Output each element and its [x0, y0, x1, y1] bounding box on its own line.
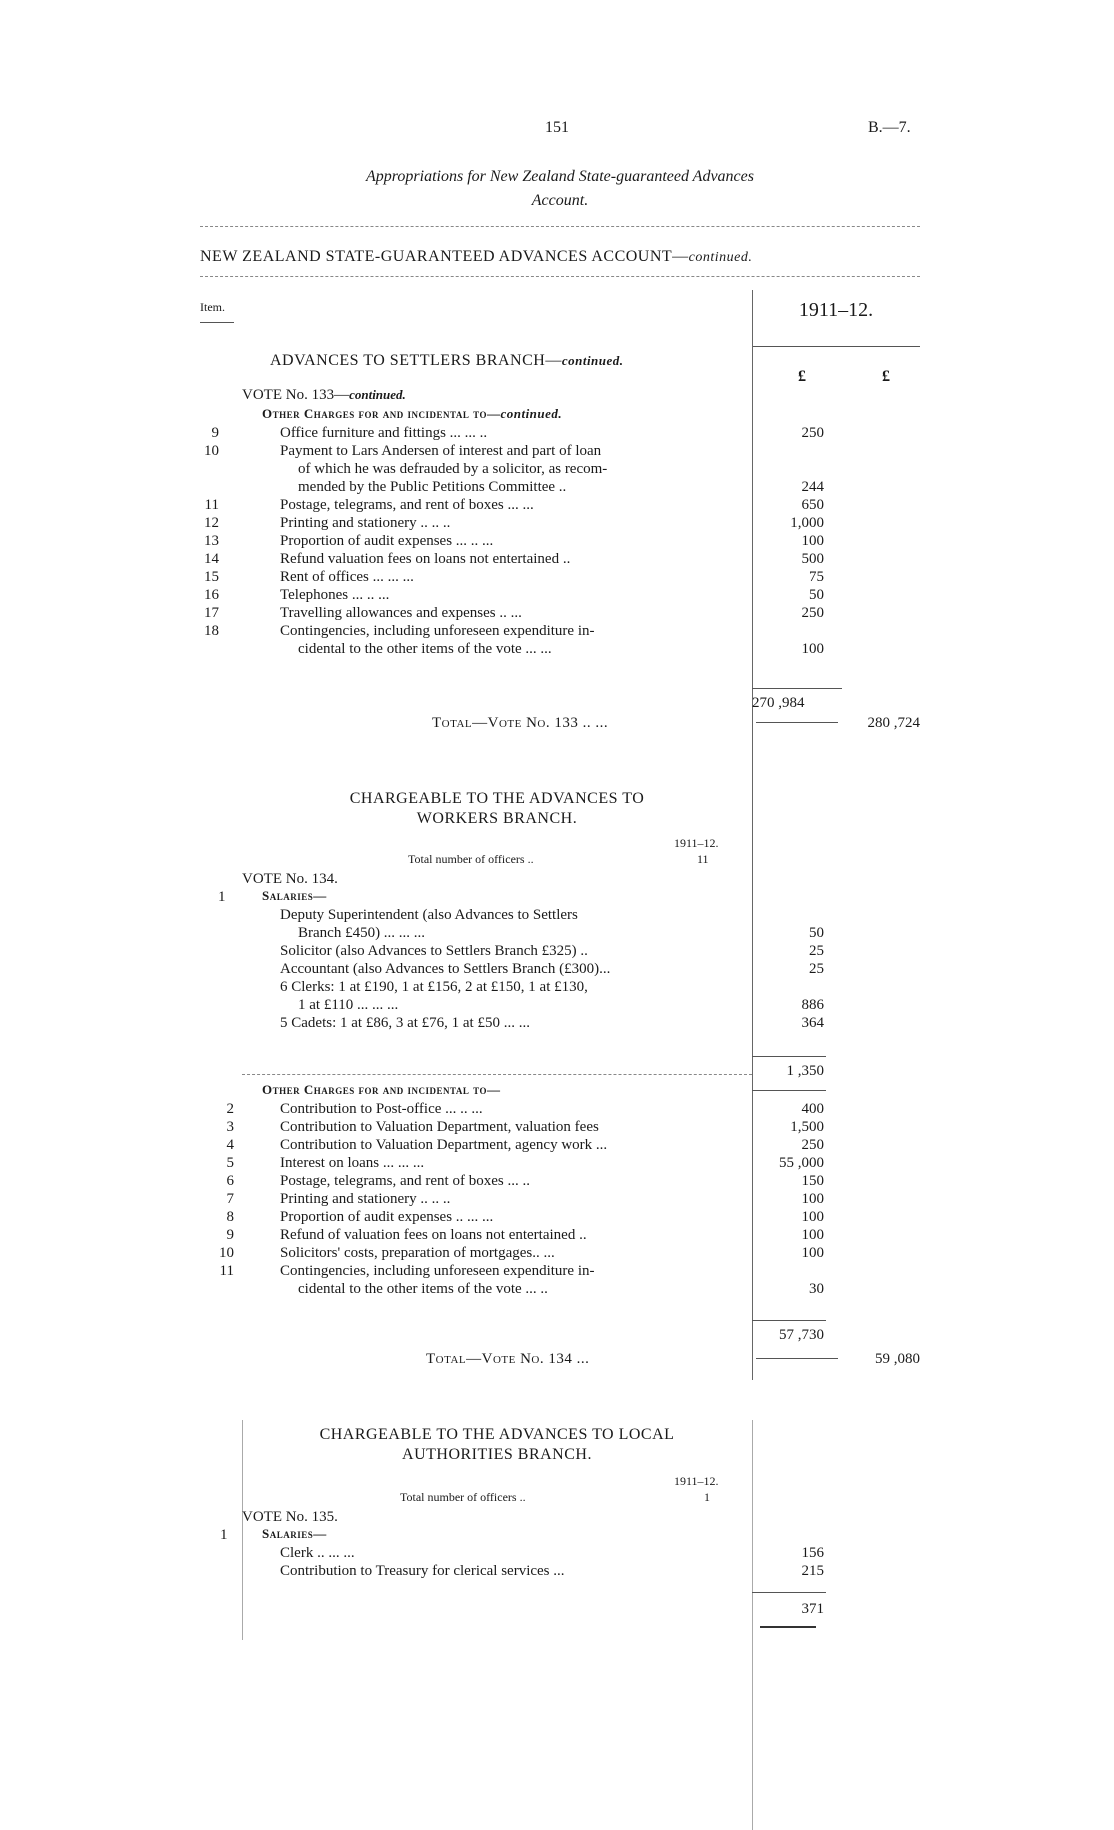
item-number: 10	[204, 443, 219, 459]
item-amount: 250	[801, 425, 824, 441]
section3-heading-line2: AUTHORITIES BRANCH.	[402, 1446, 592, 1463]
sec3-salaries-rule	[752, 1592, 826, 1593]
item-description-line: Contribution to Valuation Department, valuation fees	[280, 1119, 599, 1135]
item-description-line: Telephones ... .. ...	[280, 587, 390, 603]
item-description-line: mended by the Public Petitions Committee ..	[298, 479, 567, 495]
item-amount: 500	[801, 551, 824, 567]
item-number: 5	[226, 1155, 234, 1171]
item-number: 17	[204, 605, 219, 621]
sec2-subtotal: 57 ,730	[779, 1327, 824, 1343]
item-description-line: Printing and stationery .. .. ..	[280, 515, 451, 531]
item-number: 4	[226, 1137, 234, 1153]
item-amount: 100	[801, 641, 824, 657]
vote-133-label	[242, 386, 406, 404]
item-number: 15	[204, 569, 219, 585]
sec3-officers-label: Total number of officers ..	[400, 1490, 526, 1504]
item-description-line: Contingencies, including unforeseen expenditure in-	[280, 1263, 595, 1279]
item-number: 2	[226, 1101, 234, 1117]
item-number: 6	[226, 1173, 234, 1189]
sec2-total-rule	[756, 1358, 838, 1359]
sec1-other-charges-continued: continued.	[500, 406, 563, 421]
item-amount: 25	[809, 943, 824, 959]
item-amount: 55 ,000	[779, 1155, 824, 1171]
item-amount: 244	[801, 479, 824, 495]
sec3-salaries-heading: Salaries—	[262, 1526, 327, 1541]
sec1-other-charges-heading	[262, 406, 562, 422]
item-description-line: Branch £450) ... ... ...	[298, 925, 426, 941]
sec1-subtotal-rule	[752, 688, 842, 689]
item-description-line: Accountant (also Advances to Settlers Branch (£300)...	[280, 961, 611, 977]
item-number: 8	[226, 1209, 234, 1225]
sec2-other-charges-heading: Other Charges for and incidental to—	[262, 1082, 501, 1097]
item-number: 18	[204, 623, 219, 639]
item-amount: 100	[801, 1245, 824, 1261]
item-description-line: Travelling allowances and expenses .. ...	[280, 605, 522, 621]
item-amount: 400	[801, 1101, 824, 1117]
item-amount: 364	[801, 1015, 824, 1031]
item-number: 13	[204, 533, 219, 549]
document-reference: B.—7.	[868, 119, 911, 136]
item-description-line: Solicitors' costs, preparation of mortgages.. ...	[280, 1245, 555, 1261]
sec3-end-rule	[760, 1626, 816, 1628]
vote-133-text: VOTE No. 133—	[242, 387, 350, 403]
item-description-line: of which he was defrauded by a solicitor, as recom-	[298, 461, 608, 477]
sec2-officers-count: 11	[697, 852, 709, 866]
item-amount: 215	[801, 1563, 824, 1579]
item-description-line: Printing and stationery .. .. ..	[280, 1191, 451, 1207]
item-amount: 100	[801, 1209, 824, 1225]
item-number: 9	[226, 1227, 234, 1243]
item-amount: 150	[801, 1173, 824, 1189]
item-number: 10	[219, 1245, 234, 1261]
item-description-line: Contribution to Treasury for clerical services ...	[280, 1563, 565, 1579]
heading-divider	[200, 276, 920, 277]
item-description-line: Contingencies, including unforeseen expenditure in-	[280, 623, 595, 639]
year-header-rule	[752, 346, 920, 347]
sec2-salaries-rule-2	[752, 1090, 826, 1091]
pound-column-2: £	[882, 368, 890, 385]
sec2-officers-label: Total number of officers ..	[408, 852, 534, 866]
section3-heading-line1: CHARGEABLE TO THE ADVANCES TO LOCAL	[319, 1426, 675, 1443]
item-amount: 100	[801, 1191, 824, 1207]
section1-heading-text: ADVANCES TO SETTLERS BRANCH—	[270, 352, 562, 369]
section1-heading	[270, 352, 624, 370]
item-amount: 250	[801, 1137, 824, 1153]
item-number: 11	[219, 1263, 234, 1279]
item-number: 14	[204, 551, 219, 567]
sec2-officers-year: 1911–12.	[674, 836, 719, 850]
item-number: 3	[226, 1119, 234, 1135]
sec2-item-1: 1	[218, 889, 226, 905]
item-amount: 100	[801, 533, 824, 549]
pound-column-1: £	[798, 368, 806, 385]
item-description-line: cidental to the other items of the vote ... ...	[298, 641, 552, 657]
item-amount: 250	[801, 605, 824, 621]
item-column-header: Item.	[200, 300, 225, 314]
title-divider	[200, 226, 920, 227]
item-description-line: Rent of offices ... ... ...	[280, 569, 414, 585]
item-description-line: Proportion of audit expenses .. ... ...	[280, 1209, 494, 1225]
vote-133-continued: continued.	[349, 387, 406, 402]
vote-133-total-label: Total—Vote No. 133 .. ...	[432, 715, 609, 731]
sec2-divider	[242, 1074, 752, 1075]
item-amount: 25	[809, 961, 824, 977]
vote-133-total: 280 ,724	[867, 715, 920, 731]
item-description-line: Deputy Superintendent (also Advances to Settlers	[280, 907, 578, 923]
sec2-subtotal-rule	[752, 1320, 826, 1321]
section2-heading-line1: CHARGEABLE TO THE ADVANCES TO	[349, 790, 645, 807]
item-description-line: Refund valuation fees on loans not entertained ..	[280, 551, 571, 567]
item-number: 9	[211, 425, 219, 441]
sec3-salaries-total: 371	[801, 1601, 824, 1617]
sec2-salaries-heading: Salaries—	[262, 888, 327, 903]
account-heading-continued: continued.	[688, 250, 753, 265]
item-number: 12	[204, 515, 219, 531]
item-description-line: Postage, telegrams, and rent of boxes ... ..	[280, 1173, 530, 1189]
item-description-line: Postage, telegrams, and rent of boxes ... ...	[280, 497, 534, 513]
item-description-line: 5 Cadets: 1 at £86, 3 at £76, 1 at £50 ... ...	[280, 1015, 530, 1031]
item-header-rule	[200, 322, 234, 323]
item-description-line: 1 at £110 ... ... ...	[298, 997, 399, 1013]
item-number: 7	[226, 1191, 234, 1207]
account-heading-text: NEW ZEALAND STATE-GUARANTEED ADVANCES ACCOUNT—	[200, 248, 689, 265]
item-amount: 650	[801, 497, 824, 513]
page-number: 151	[545, 119, 569, 136]
account-heading	[200, 248, 752, 267]
section1-heading-continued: continued.	[561, 353, 624, 368]
item-amount: 30	[809, 1281, 824, 1297]
sec2-salaries-rule	[752, 1056, 826, 1057]
item-description-line: Payment to Lars Andersen of interest and part of loan	[280, 443, 602, 459]
vote-134-total: 59 ,080	[875, 1351, 920, 1367]
page-title-line1: Appropriations for New Zealand State-guaranteed Advances	[366, 168, 754, 185]
item-amount: 50	[809, 587, 824, 603]
item-description-line: cidental to the other items of the vote ... ..	[298, 1281, 548, 1297]
page-title-line2: Account.	[531, 192, 589, 209]
item-amount: 100	[801, 1227, 824, 1243]
item-amount: 1,000	[790, 515, 824, 531]
item-description-line: Interest on loans ... ... ...	[280, 1155, 425, 1171]
vote-135-label: VOTE No. 135.	[242, 1509, 338, 1525]
vote-134-total-label: Total—Vote No. 134 ...	[426, 1351, 590, 1367]
item-description-line: Proportion of audit expenses ... .. ...	[280, 533, 494, 549]
sec3-officers-year: 1911–12.	[674, 1474, 719, 1488]
item-description-line: Refund of valuation fees on loans not entertained ..	[280, 1227, 587, 1243]
sec2-salaries-total: 1 ,350	[786, 1063, 824, 1079]
item-description-line: Contribution to Post-office ... .. ...	[280, 1101, 483, 1117]
vote-134-label: VOTE No. 134.	[242, 871, 338, 887]
section2-heading-line2: WORKERS BRANCH.	[416, 810, 578, 827]
item-amount: 1,500	[790, 1119, 824, 1135]
item-amount: 156	[801, 1545, 824, 1561]
sec3-officers-count: 1	[704, 1490, 710, 1504]
item-description-line: Office furniture and fittings ... ... ..	[280, 425, 488, 441]
item-description-line: 6 Clerks: 1 at £190, 1 at £156, 2 at £150, 1 at £130,	[280, 979, 588, 995]
sec3-item-1: 1	[220, 1527, 228, 1543]
item-amount: 886	[801, 997, 824, 1013]
sec1-total-rule	[756, 722, 838, 723]
item-description-line: Clerk .. ... ...	[280, 1545, 355, 1561]
item-number: 11	[204, 497, 219, 513]
item-amount: 50	[809, 925, 824, 941]
sec1-subtotal: 270 ,984	[752, 695, 805, 711]
amount-column-rule-lower	[752, 1420, 753, 1830]
item-description-line: Contribution to Valuation Department, agency work ...	[280, 1137, 608, 1153]
year-column-header: 1911–12.	[798, 299, 874, 321]
item-amount: 75	[809, 569, 824, 585]
sec1-other-charges-text: Other Charges for and incidental to—	[262, 406, 501, 421]
item-number: 16	[204, 587, 219, 603]
item-description-line: Solicitor (also Advances to Settlers Branch £325) ..	[280, 943, 588, 959]
